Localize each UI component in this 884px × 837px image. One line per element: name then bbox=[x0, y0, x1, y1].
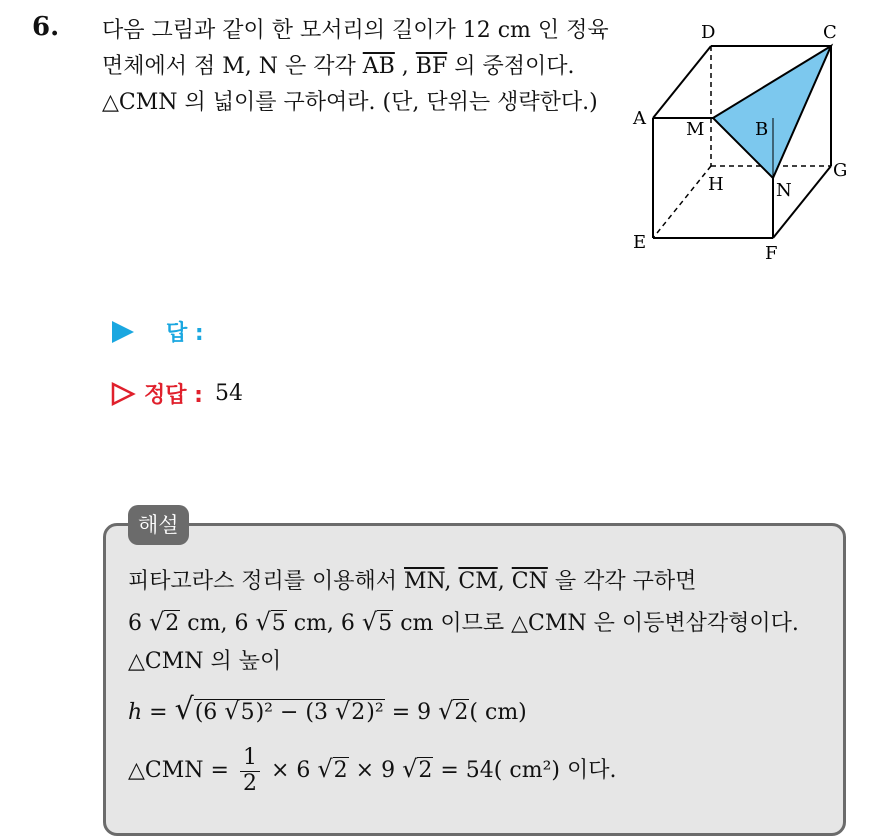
label-d: D bbox=[701, 22, 716, 43]
solution-text: 을 각각 구하면 bbox=[547, 569, 697, 594]
segment-mn: $\overline{MN}$ bbox=[404, 569, 445, 594]
label-h: H bbox=[708, 174, 724, 195]
triangle-cmn bbox=[713, 46, 831, 178]
radicand: 2 bbox=[351, 700, 366, 725]
segment-separator: , bbox=[394, 54, 416, 79]
radicand: 5 bbox=[240, 700, 255, 725]
correct-arrow-icon bbox=[110, 381, 136, 407]
solution-text: )² bbox=[366, 700, 384, 725]
answer-arrow-icon bbox=[110, 319, 136, 345]
solution-line-3: △CMN 의 높이 bbox=[128, 649, 282, 674]
sqrt-expr: √5 bbox=[255, 608, 286, 636]
height-symbol: h bbox=[128, 700, 143, 725]
solution-text: cm 이므로 △CMN 은 이등변삼각형이다. bbox=[393, 611, 799, 636]
question-text-b: 의 중점이다. △CMN 의 넓이를 구하여라. (단, 단위는 생략한다.) bbox=[102, 54, 598, 115]
sqrt-expr: √2 bbox=[438, 697, 469, 725]
solution-text: cm, 6 bbox=[180, 611, 256, 636]
solution-text: cm, 6 bbox=[286, 611, 362, 636]
label-f: F bbox=[765, 243, 778, 264]
label-m: M bbox=[686, 119, 705, 140]
solution-text: )² − (3 bbox=[255, 700, 335, 725]
correct-answer-value: 54 bbox=[214, 381, 243, 406]
edge-he-hidden bbox=[653, 166, 711, 238]
segment-ab: $\overline{AB}$ bbox=[362, 54, 395, 79]
denominator: 2 bbox=[242, 770, 257, 796]
solution-text: ( cm) bbox=[469, 700, 527, 725]
solution-text: × 9 bbox=[348, 758, 403, 783]
question-text bbox=[102, 13, 612, 121]
solution-text: 피타고라스 정리를 이용해서 bbox=[128, 569, 405, 594]
question-number: 6. bbox=[32, 12, 60, 42]
radicand: 5 bbox=[378, 611, 393, 636]
solution-text: = bbox=[142, 700, 175, 725]
label-e: E bbox=[633, 232, 647, 253]
radicand: 5 bbox=[271, 611, 286, 636]
sqrt-expr: √2 bbox=[317, 755, 348, 783]
fraction bbox=[240, 746, 260, 795]
solution-tab: 해설 bbox=[128, 505, 189, 545]
label-b: B bbox=[755, 119, 769, 140]
question-text-a: 다음 그림과 같이 한 모서리의 길이가 12 cm 인 정육면체에서 점 M, N 은 각각 bbox=[102, 18, 609, 79]
radicand: 2 bbox=[165, 611, 180, 636]
label-g: G bbox=[833, 160, 848, 181]
radicand: 2 bbox=[333, 758, 348, 783]
segment-cm: $\overline{CM}$ bbox=[458, 569, 498, 594]
segment-bf: $\overline{BF}$ bbox=[415, 54, 448, 79]
solution-text: △CMN = bbox=[128, 758, 236, 783]
sqrt-expr: √5 bbox=[361, 608, 393, 636]
correct-answer-row bbox=[110, 378, 243, 409]
edge-fg bbox=[773, 166, 831, 238]
solution-comma: , bbox=[444, 569, 459, 594]
label-c: C bbox=[823, 22, 837, 43]
solution-text: = 54( cm²) 이다. bbox=[433, 758, 617, 783]
sqrt-expr: √2 bbox=[335, 697, 366, 725]
sqrt-expr: √5 bbox=[224, 697, 255, 725]
label-a: A bbox=[633, 108, 646, 129]
solution-line-5 bbox=[128, 738, 829, 800]
solution-line-2 bbox=[128, 602, 829, 642]
radicand: 2 bbox=[454, 700, 469, 725]
sqrt-expr: √2 bbox=[402, 755, 433, 783]
solution-comma: , bbox=[497, 569, 512, 594]
radicand: 2 bbox=[418, 758, 433, 783]
numerator: 1 bbox=[240, 746, 260, 771]
edge-ad bbox=[653, 46, 711, 118]
correct-answer-label: 정답 : bbox=[144, 383, 203, 408]
label-n: N bbox=[776, 180, 792, 201]
solution-text: 6 bbox=[128, 611, 149, 636]
answer-label: 답 : bbox=[166, 321, 204, 346]
solution-line-1 bbox=[128, 562, 829, 602]
sqrt-expr: √2 bbox=[149, 608, 180, 636]
sqrt-outer: √(6 √5)² − (3 √2)² bbox=[175, 690, 385, 733]
cube-figure bbox=[628, 18, 858, 268]
solution-text: (6 bbox=[194, 700, 225, 725]
solution-content bbox=[128, 562, 829, 800]
solution-text: × 6 bbox=[263, 758, 318, 783]
segment-cn: $\overline{CN}$ bbox=[511, 569, 548, 594]
solution-line-4 bbox=[128, 690, 829, 730]
answer-row bbox=[110, 316, 204, 347]
solution-text: = 9 bbox=[384, 700, 439, 725]
solution-box bbox=[103, 523, 846, 836]
